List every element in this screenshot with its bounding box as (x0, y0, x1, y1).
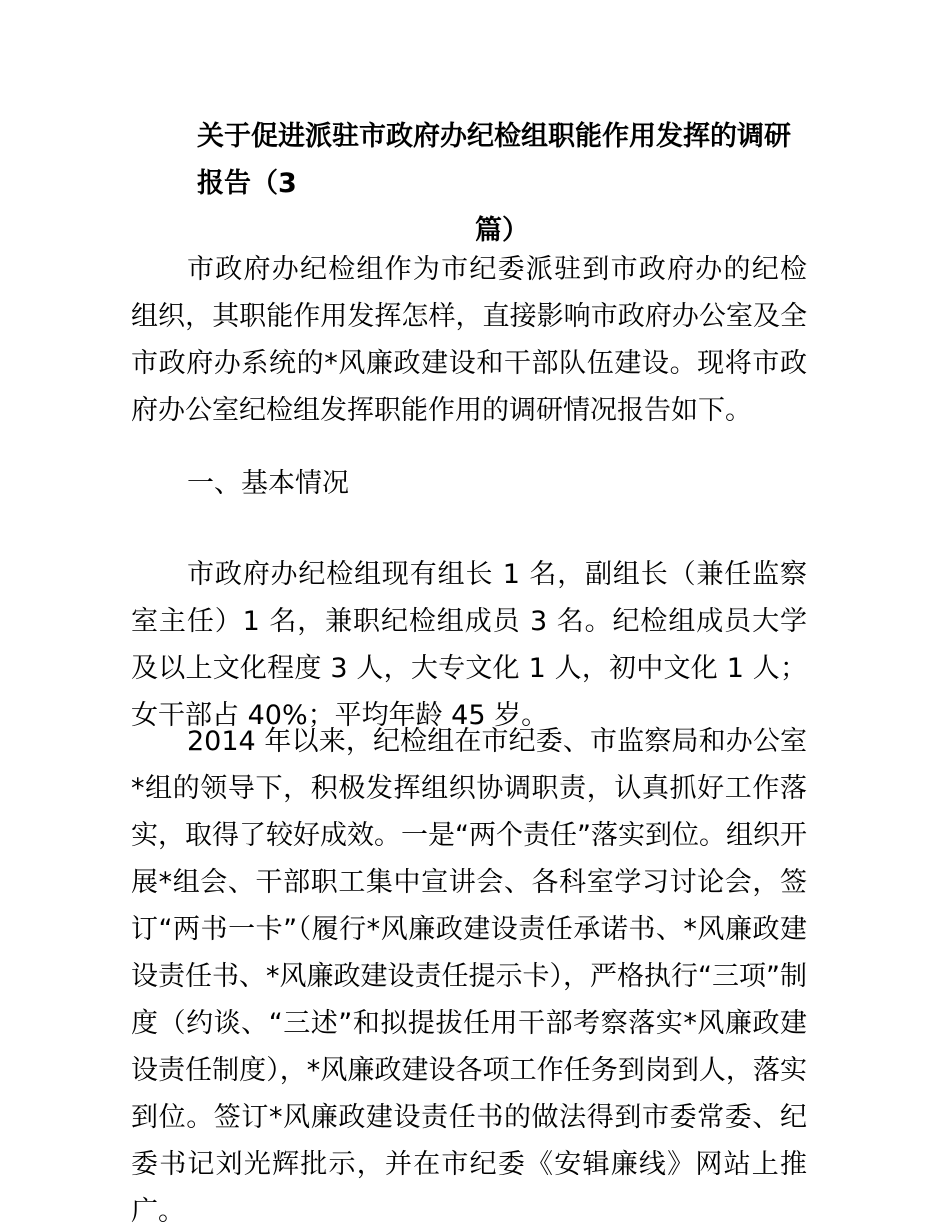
paragraph-work-since-2014: 2014 年以来，纪检组在市纪委、市监察局和办公室*组的领导下，积极发挥组织协调职责，认真抓好工作落实，取得了较好成效。一是“两个责任”落实到位。组织开展*组会、干部职工集中宣讲会、各科室学习讨论会，签订“两书一卡”（履行*风廉政建设责任承诺书、*风廉政建设责任书、*风廉政建设责任提示卡），严格执行“三项”制度（约谈、“三述”和拟提拔任用干部考察落实*风廉政建设责任制度），*风廉政建设各项工作任务到岗到人，落实到位。签订*风廉政建设责任书的做法得到市委常委、纪委书记刘光辉批示，并在市纪委《安辑廉线》网站上推广。 (131, 726, 807, 1227)
document-title-line-2: 篇） (475, 215, 529, 246)
section-heading-basic-situation: 一、基本情况 (187, 468, 349, 499)
document-title-line-1: 关于促进派驻市政府办纪检组职能作用发挥的调研报告（3 (197, 121, 791, 199)
paragraph-introduction: 市政府办纪检组作为市纪委派驻到市政府办的纪检组织，其职能作用发挥怎样，直接影响市政府办公室及全市政府办系统的*风廉政建设和干部队伍建设。现将市政府办公室纪检组发挥职能作用的调研情况报告如下。 (131, 254, 807, 426)
paragraph-staffing: 市政府办纪检组现有组长 1 名，副组长（兼任监察室主任）1 名，兼职纪检组成员 3 名。纪检组成员大学及以上文化程度 3 人，大专文化 1 人，初中文化 1 人；女干部占 40%；平均年龄 45 岁。 (131, 559, 807, 731)
document-title (197, 113, 807, 254)
